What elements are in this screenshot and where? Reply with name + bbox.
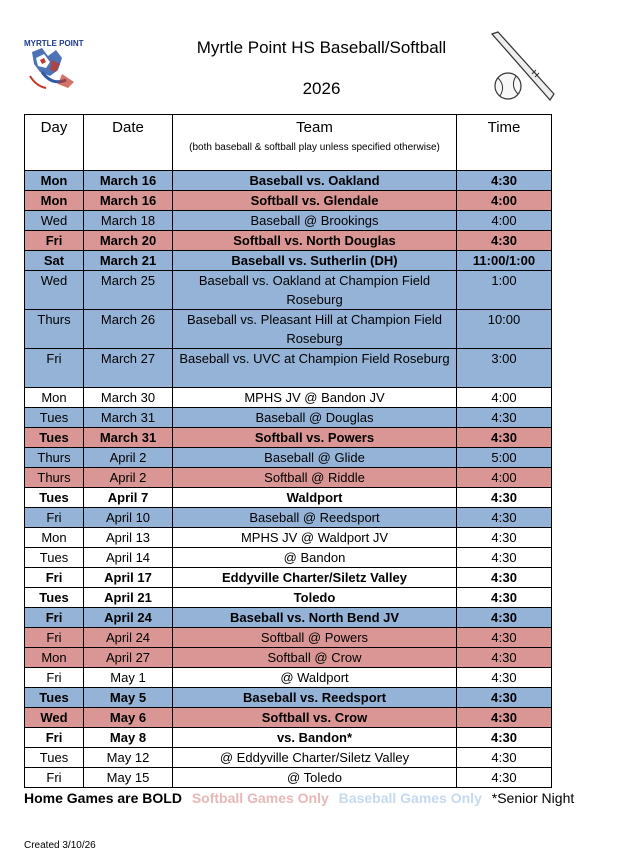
cell-day: Fri: [25, 608, 84, 628]
legend-softball-only: Softball Games Only: [191, 790, 329, 806]
cell-date: April 13: [84, 528, 173, 548]
cell-time: 4:30: [457, 748, 552, 768]
cell-team: @ Bandon: [173, 548, 457, 568]
cell-time: 4:30: [457, 488, 552, 508]
table-row: [25, 668, 552, 688]
cell-day: Thurs: [25, 310, 84, 349]
cell-time: 4:00: [457, 211, 552, 231]
cell-time: 4:30: [457, 428, 552, 448]
cell-time: 1:00: [457, 271, 552, 310]
table-row: [25, 628, 552, 648]
cell-date: March 27: [84, 349, 173, 388]
cell-time: 4:00: [457, 468, 552, 488]
cell-date: March 25: [84, 271, 173, 310]
cell-team: MPHS JV @ Bandon JV: [173, 388, 457, 408]
cell-date: April 7: [84, 488, 173, 508]
cell-date: March 31: [84, 408, 173, 428]
cell-day: Mon: [25, 648, 84, 668]
cell-time: 10:00: [457, 310, 552, 349]
cell-day: Tues: [25, 588, 84, 608]
cell-day: Tues: [25, 688, 84, 708]
cell-time: 4:30: [457, 231, 552, 251]
cell-time: 4:30: [457, 588, 552, 608]
cell-day: Fri: [25, 668, 84, 688]
cell-date: May 15: [84, 768, 173, 788]
table-row: [25, 408, 552, 428]
table-row: [25, 388, 552, 408]
cell-team: Baseball @ Brookings: [173, 211, 457, 231]
cell-team: Softball vs. North Douglas: [173, 231, 457, 251]
cell-day: Sat: [25, 251, 84, 271]
column-header-time: Time: [457, 115, 552, 171]
logo-text: MYRTLE POINT: [24, 39, 84, 48]
table-row: [25, 548, 552, 568]
cell-date: April 2: [84, 448, 173, 468]
cell-day: Mon: [25, 171, 84, 191]
cell-team: Baseball vs. Oakland at Champion Field Roseburg: [173, 271, 457, 310]
table-row: [25, 171, 552, 191]
cell-date: March 31: [84, 428, 173, 448]
cell-team: Toledo: [173, 588, 457, 608]
team-header-note: (both baseball & softball play unless specified otherwise): [189, 142, 440, 153]
cell-day: Fri: [25, 508, 84, 528]
cell-time: 4:30: [457, 628, 552, 648]
cell-team: Baseball vs. North Bend JV: [173, 608, 457, 628]
cell-team: @ Toledo: [173, 768, 457, 788]
column-header-date: Date: [84, 115, 173, 171]
cell-team: Baseball @ Reedsport: [173, 508, 457, 528]
cell-team: Baseball vs. Pleasant Hill at Champion Field Roseburg: [173, 310, 457, 349]
cell-team: @ Waldport: [173, 668, 457, 688]
table-row: [25, 588, 552, 608]
cell-date: March 16: [84, 171, 173, 191]
cell-team: Eddyville Charter/Siletz Valley: [173, 568, 457, 588]
cell-team: Baseball @ Douglas: [173, 408, 457, 428]
cell-team: Baseball @ Glide: [173, 448, 457, 468]
table-row: [25, 728, 552, 748]
table-row: [25, 191, 552, 211]
cell-time: 4:30: [457, 688, 552, 708]
table-row: [25, 648, 552, 668]
cell-date: March 18: [84, 211, 173, 231]
table-row: [25, 271, 552, 310]
table-row: [25, 231, 552, 251]
cell-day: Tues: [25, 428, 84, 448]
table-row: [25, 488, 552, 508]
cell-day: Tues: [25, 748, 84, 768]
column-header-team: [173, 115, 457, 171]
cell-day: Fri: [25, 231, 84, 251]
cell-date: May 12: [84, 748, 173, 768]
cell-time: 5:00: [457, 448, 552, 468]
cell-team: vs. Bandon*: [173, 728, 457, 748]
cell-team: Baseball vs. UVC at Champion Field Roseburg: [173, 349, 457, 388]
cell-date: March 20: [84, 231, 173, 251]
cell-day: Wed: [25, 211, 84, 231]
legend-senior-night: *Senior Night: [491, 790, 575, 806]
cell-team: Softball @ Crow: [173, 648, 457, 668]
cell-day: Fri: [25, 728, 84, 748]
cell-team: Softball @ Powers: [173, 628, 457, 648]
cell-date: March 30: [84, 388, 173, 408]
cell-team: Softball vs. Glendale: [173, 191, 457, 211]
cell-date: March 16: [84, 191, 173, 211]
cell-day: Mon: [25, 528, 84, 548]
cell-day: Fri: [25, 768, 84, 788]
cell-time: 4:30: [457, 668, 552, 688]
cell-day: Wed: [25, 271, 84, 310]
legend-baseball-only: Baseball Games Only: [338, 790, 482, 806]
schedule-table: [24, 114, 552, 788]
cell-time: 3:00: [457, 349, 552, 388]
table-row: [25, 768, 552, 788]
cell-team: Baseball vs. Reedsport: [173, 688, 457, 708]
cell-time: 4:30: [457, 648, 552, 668]
cell-time: 4:30: [457, 768, 552, 788]
cell-date: March 21: [84, 251, 173, 271]
cell-time: 4:30: [457, 608, 552, 628]
table-row: [25, 528, 552, 548]
table-row: [25, 568, 552, 588]
cell-day: Fri: [25, 568, 84, 588]
table-row: [25, 251, 552, 271]
baseball-bat-and-ball-icon: [488, 30, 558, 102]
cell-team: Baseball vs. Oakland: [173, 171, 457, 191]
cell-day: Mon: [25, 388, 84, 408]
cell-time: 4:30: [457, 568, 552, 588]
cell-time: 4:30: [457, 408, 552, 428]
legend: [24, 790, 574, 806]
table-row: [25, 428, 552, 448]
table-row: [25, 508, 552, 528]
table-row: [25, 708, 552, 728]
cell-date: May 1: [84, 668, 173, 688]
cell-date: April 17: [84, 568, 173, 588]
cell-team: @ Eddyville Charter/Siletz Valley: [173, 748, 457, 768]
cell-day: Thurs: [25, 448, 84, 468]
cell-day: Tues: [25, 488, 84, 508]
cell-date: April 10: [84, 508, 173, 528]
cell-time: 4:30: [457, 728, 552, 748]
cell-time: 4:30: [457, 708, 552, 728]
cell-time: 11:00/1:00: [457, 251, 552, 271]
column-header-day: Day: [25, 115, 84, 171]
table-row: [25, 310, 552, 349]
table-row: [25, 608, 552, 628]
cell-date: May 6: [84, 708, 173, 728]
cell-date: April 14: [84, 548, 173, 568]
cell-date: May 5: [84, 688, 173, 708]
season-year: 2026: [302, 79, 341, 98]
cell-day: Tues: [25, 548, 84, 568]
cell-time: 4:30: [457, 508, 552, 528]
cell-day: Fri: [25, 349, 84, 388]
cell-day: Tues: [25, 408, 84, 428]
table-row: [25, 349, 552, 388]
cell-date: April 24: [84, 608, 173, 628]
table-row: [25, 448, 552, 468]
cell-date: April 24: [84, 628, 173, 648]
cell-day: Thurs: [25, 468, 84, 488]
table-row: [25, 688, 552, 708]
schedule-body: [25, 171, 552, 788]
cell-team: Softball vs. Crow: [173, 708, 457, 728]
cell-day: Fri: [25, 628, 84, 648]
cell-time: 4:00: [457, 191, 552, 211]
cell-time: 4:30: [457, 171, 552, 191]
table-row: [25, 468, 552, 488]
cell-team: Waldport: [173, 488, 457, 508]
cell-date: March 26: [84, 310, 173, 349]
cell-date: April 2: [84, 468, 173, 488]
team-header-label: Team: [296, 119, 333, 136]
cell-team: Softball @ Riddle: [173, 468, 457, 488]
created-date: Created 3/10/26: [24, 840, 96, 851]
cell-time: 4:00: [457, 388, 552, 408]
cell-time: 4:30: [457, 528, 552, 548]
table-header-row: [25, 115, 552, 171]
cell-date: April 21: [84, 588, 173, 608]
cell-day: Wed: [25, 708, 84, 728]
page-title: Myrtle Point HS Baseball/Softball: [196, 38, 447, 57]
cell-date: April 27: [84, 648, 173, 668]
legend-home-games: Home Games are BOLD: [24, 790, 182, 806]
cell-date: May 8: [84, 728, 173, 748]
table-row: [25, 211, 552, 231]
cell-team: Softball vs. Powers: [173, 428, 457, 448]
cell-day: Mon: [25, 191, 84, 211]
cell-team: Baseball vs. Sutherlin (DH): [173, 251, 457, 271]
cell-time: 4:30: [457, 548, 552, 568]
cell-team: MPHS JV @ Waldport JV: [173, 528, 457, 548]
table-row: [25, 748, 552, 768]
